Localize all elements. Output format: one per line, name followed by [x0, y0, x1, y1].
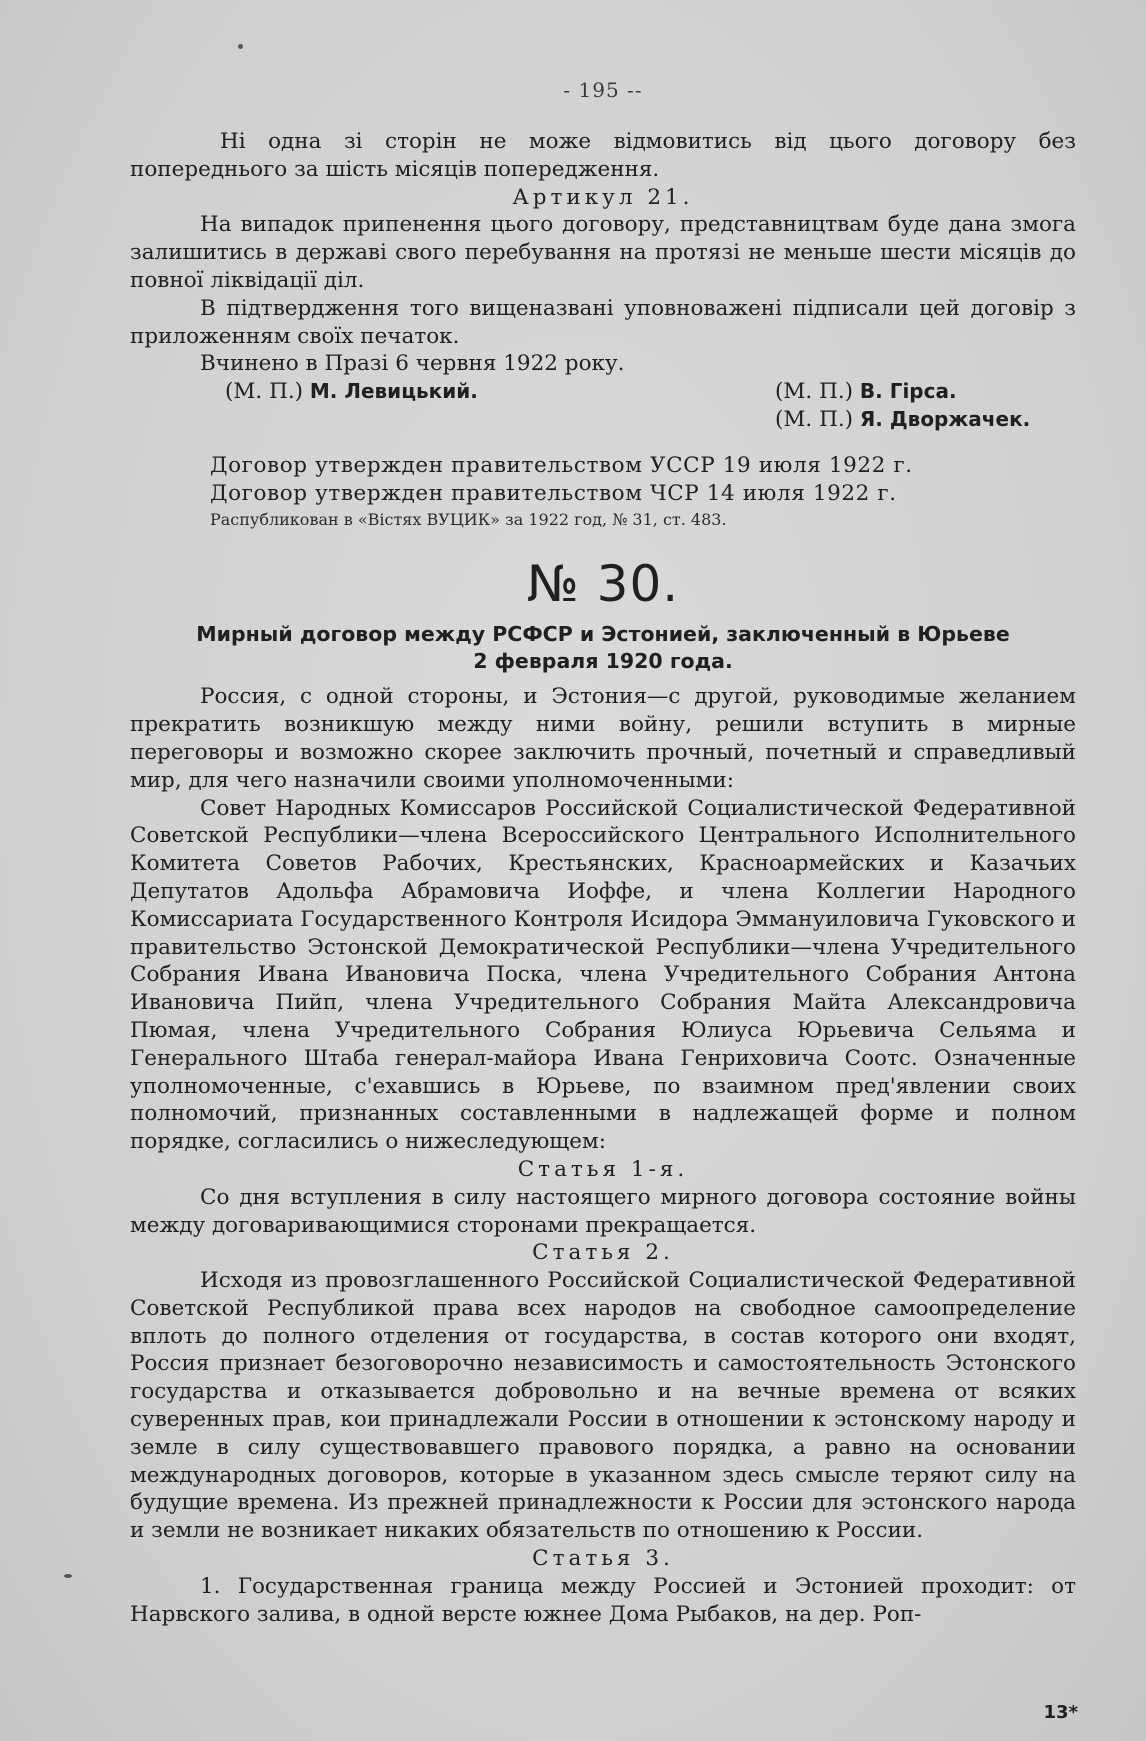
signature-left: [130, 378, 775, 406]
signature-row: [130, 406, 1076, 434]
signature-right: [775, 406, 1076, 434]
document-title-line: Мирный договор между РСФСР и Эстонией, заключенный в Юрьеве: [196, 622, 1010, 647]
preamble-paragraph: Россия, с одной стороны, и Эстония—с другой, руководимые желанием прекратить возникшую между ними войну, решили вступить в мирные переговоры и возможно скорее заключить прочный, почетный и справедливый мир, для чего назначили своими уполномоченными:: [130, 684, 1076, 793]
article-2-heading: Статья 2.: [532, 1240, 674, 1266]
spacer: [130, 434, 1076, 452]
article-2-text: Исходя из провозглашенного Российской Социалистической Федеративной Советской Республикой права всех народов на свободное самоопределение вплоть до полного отделения от государства, в состав которого они входят, Россия признает безоговорочно независимость и самостоятельность Эстонского государства и отказывается добровольно и на вечные времена от всяких суверенных прав, кои принадлежали России в отношении к эстонскому народу и земле в силу существовавшего правового порядка, а равно на основании международных договоров, которые в указанном здесь смысле теряют силу на будущие времена. Из прежней принадлежности к России для эстонского народа и земли не возникает никаких обязательств по отношению к России.: [130, 1268, 1076, 1544]
article-21-heading: Артикул 21.: [512, 184, 694, 210]
paper-speck: [64, 1574, 72, 1578]
preamble-paragraph: Совет Народных Комиссаров Российской Социалистической Федеративной Советской Республики—члена Всероссийского Центрального Исполнительного Комитета Советов Рабочих, Крестьянских, Красноармейских и Казачьих Депутатов Адольфа Абрамовича Иоффе, и члена Коллегии Народного Комиссариата Государственного Контроля Исидора Эммануиловича Гуковского и правительство Эстонской Демократической Республики—члена Учредительного Собрания Ивана Ивановича Поска, члена Учредительного Собрания Антона Ивановича Пийп, члена Учредительного Собрания Майта Александровича Пюмая, члена Учредительного Собрания Юлиуса Юрьевича Сельяма и Генерального Штаба генерал-майора Ивана Генриховича Соотс. Означенные уполномоченные, с'ехавшись в Юрьеве, по взаимном пред'явлении своих полномочий, признанных составленными в надлежащей форме и полном порядке, согласились о нижеследующем:: [130, 795, 1076, 1155]
signature-left-empty: [130, 406, 775, 434]
signature-mark: 13*: [1043, 1702, 1078, 1723]
ukrainian-paragraph: На випадок припенення цього договору, представництвам буде дана змога залишитись в державі свого перебування на протязі не меньше шести місяців до повної ліквідації діл.: [130, 212, 1076, 293]
document-title-line: 2 февраля 1920 года.: [473, 649, 733, 674]
seal-mark: (М. П.): [775, 379, 854, 405]
seal-mark: (М. П.): [225, 379, 304, 405]
signatory-name: В. Гірса.: [859, 379, 957, 404]
signatory-name: М. Левицький.: [309, 379, 478, 404]
seal-mark: (М. П.): [775, 406, 854, 432]
document-title: [130, 621, 1076, 675]
ukrainian-paragraph: Вчинено в Празі 6 червня 1922 року.: [200, 351, 625, 377]
publication-note: Распубликован в «Вістях ВУЦИК» за 1922 год, № 31, ст. 483.: [210, 510, 727, 530]
ukrainian-paragraph: Ні одна зі сторін не може відмовитись від цього договору без попереднього за шість місяців попередження.: [130, 129, 1076, 182]
article-3-text: 1. Государственная граница между Россией и Эстонией проходит: от Нарвского залива, в одной версте южнее Дома Рыбаков, на дер. Роп-: [130, 1573, 1076, 1627]
signature-row: [130, 378, 1076, 406]
article-1-heading: Статья 1-я.: [517, 1156, 689, 1182]
ukrainian-paragraph: В підтвердження того вищеназвані уповноважені підписали цей договір з приложенням своїх печаток.: [130, 295, 1076, 349]
signatory-name: Я. Дворжачек.: [859, 406, 1031, 431]
ratification-note: Договор утвержден правительством УССР 19 июля 1922 г.: [210, 452, 913, 478]
article-1-text: Со дня вступления в силу настоящего мирного договора состояние войны между договаривающимися сторонами прекращается.: [130, 1184, 1076, 1238]
signature-right: [775, 378, 1076, 406]
ratification-note: Договор утвержден правительством ЧСР 14 июля 1922 г.: [210, 480, 897, 506]
page-number: - 195 --: [563, 78, 643, 102]
page-content: [130, 78, 1076, 1628]
paper-speck: [238, 44, 243, 49]
article-3-heading: Статья 3.: [532, 1546, 674, 1572]
document-number: № 30.: [526, 555, 680, 614]
